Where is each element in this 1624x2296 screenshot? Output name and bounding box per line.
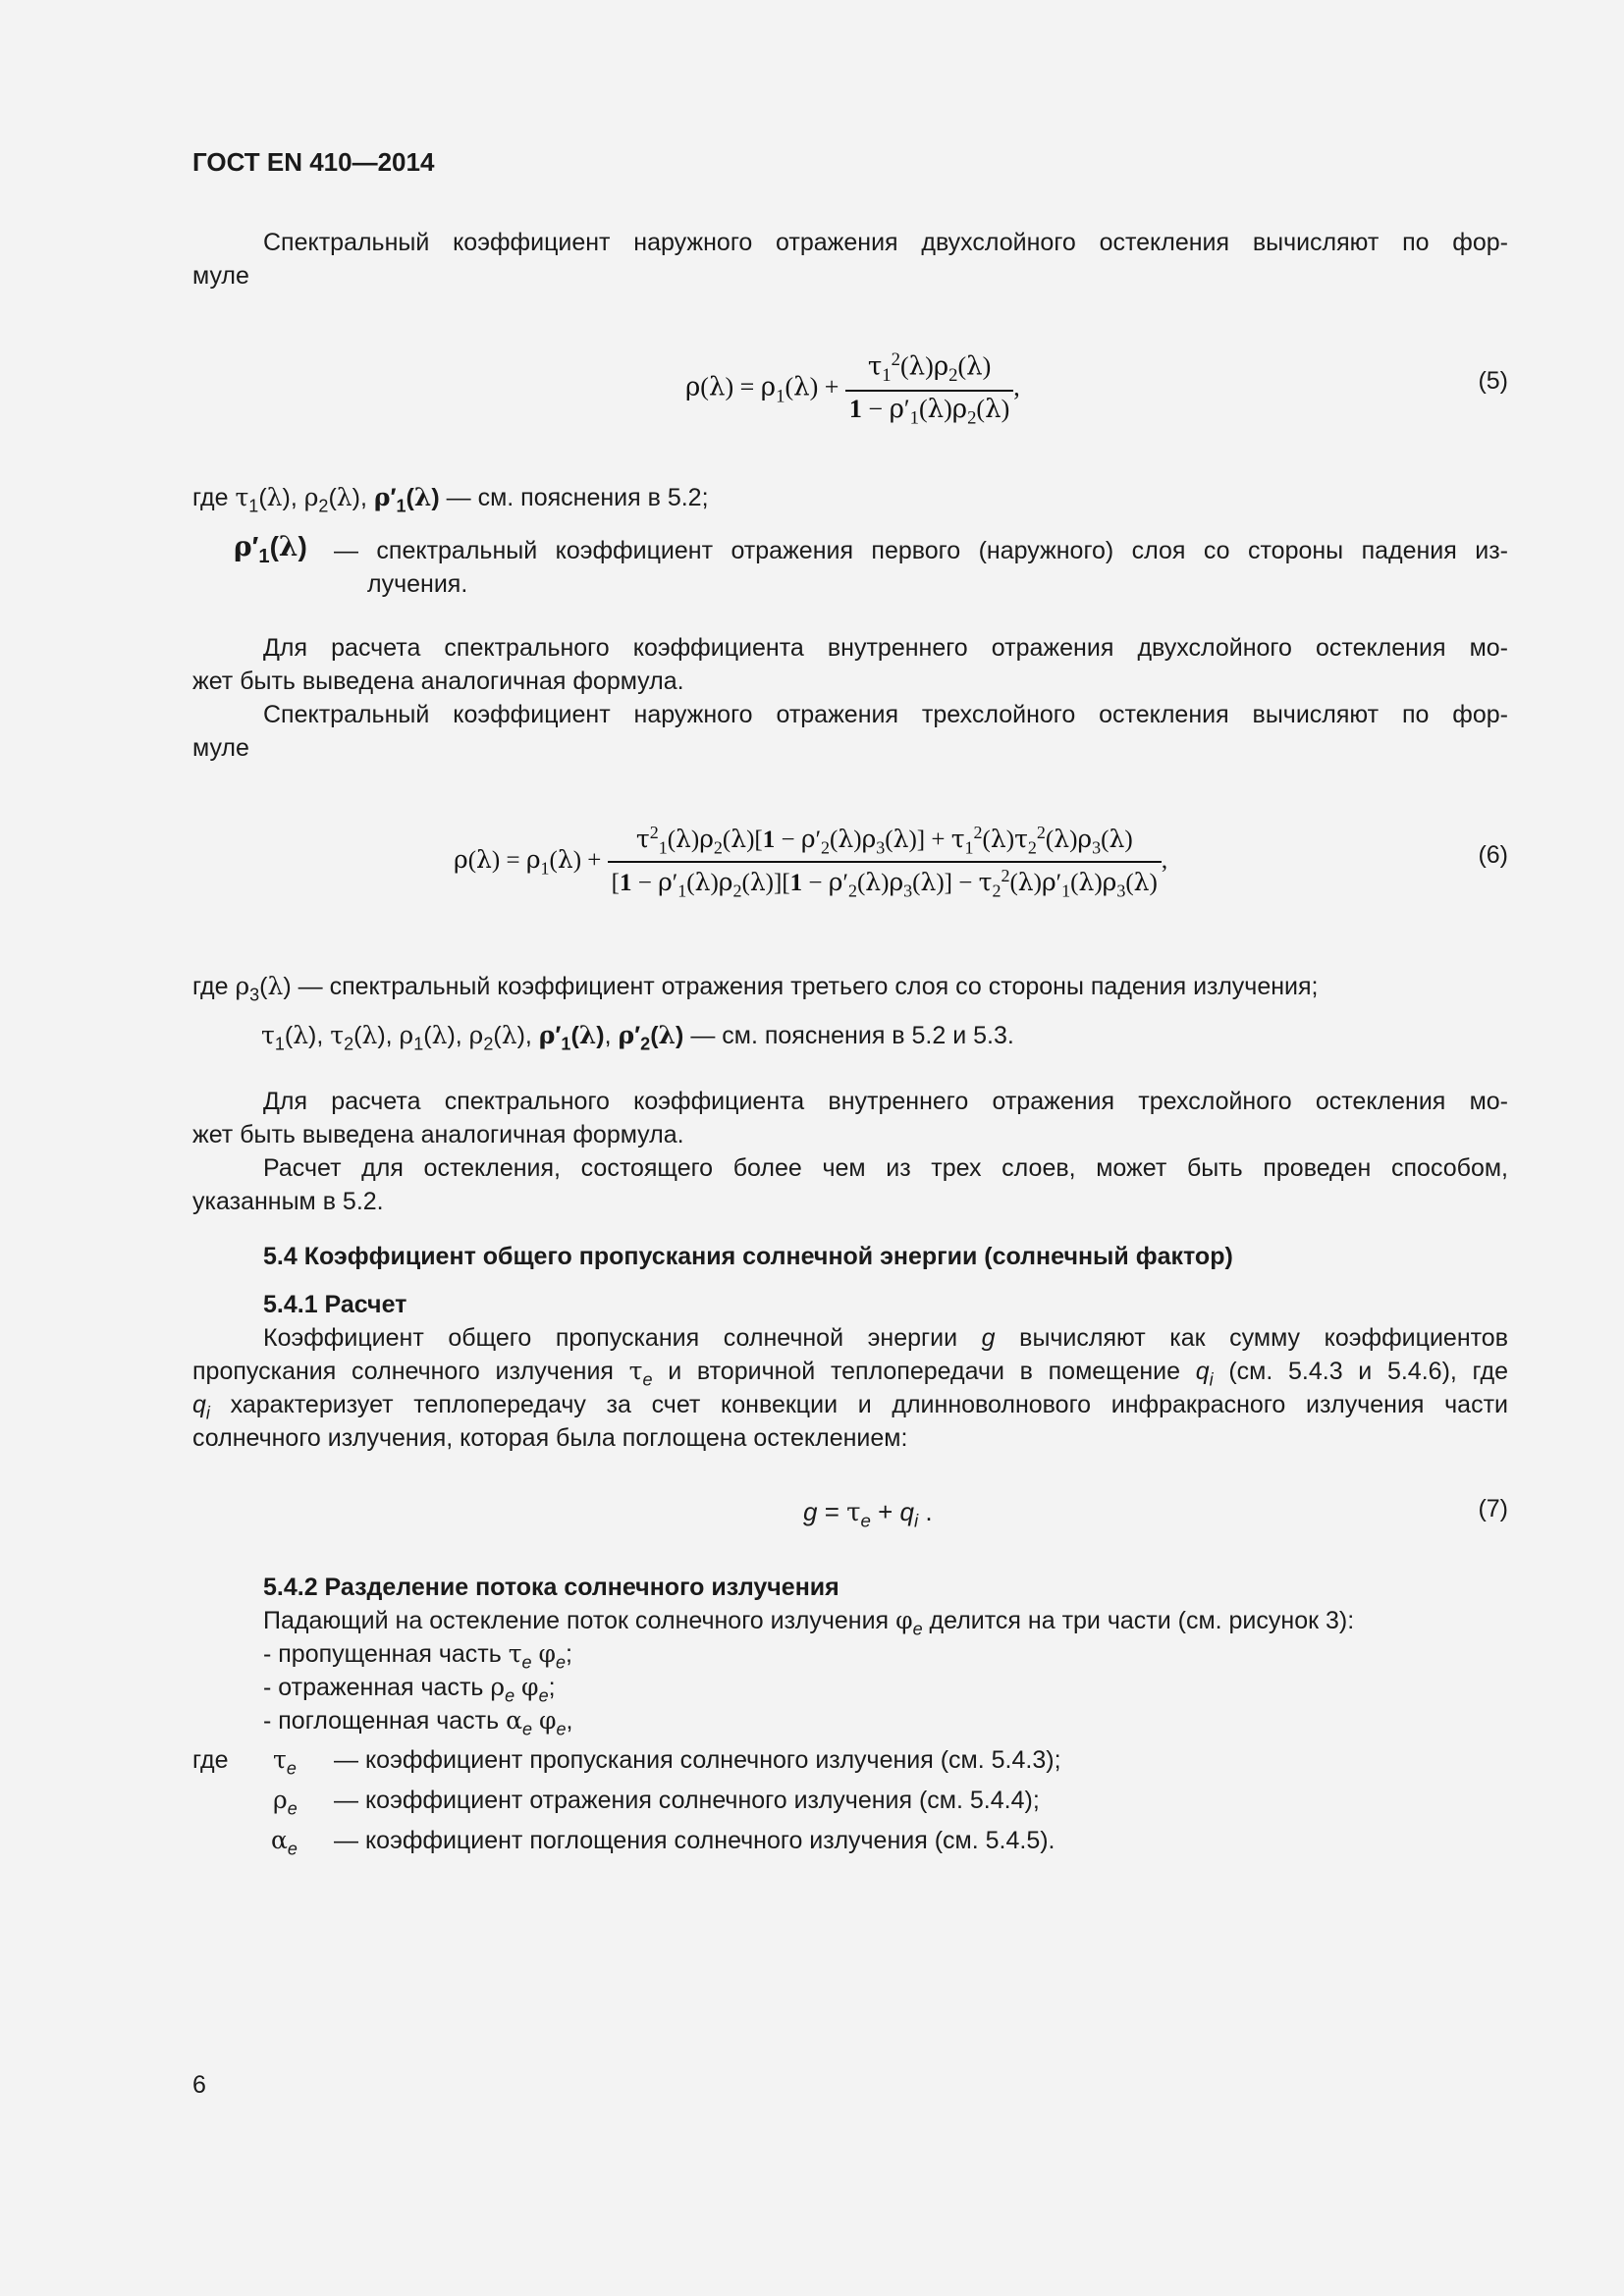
paragraph-line: Для расчета спектрального коэффициента внутреннего отражения трехслойного остекления мо- (263, 1088, 1508, 1115)
paragraph-line: муле (192, 734, 249, 762)
paragraph-line: Спектральный коэффициент наружного отражения двухслойного остекления вычисляют по фор- (263, 229, 1508, 256)
page-number: 6 (192, 2071, 206, 2099)
definition-line: лучения. (367, 570, 468, 598)
where-label: где (192, 1746, 229, 1774)
list-item: - пропущенная часть $\tau_e$ $\varphi_e$; (263, 1639, 572, 1673)
formula-7: $g = \tau_e + q_i$ . (803, 1497, 933, 1531)
paragraph-line: Спектральный коэффициент наружного отражения трехслойного остекления вычисляют по фор- (263, 701, 1508, 728)
paragraph-line: Падающий на остекление поток солнечного излучения $\varphi_e$ делится на три части (см. рисунок 3): (263, 1606, 1355, 1639)
paragraph-line: указанным в 5.2. (192, 1188, 384, 1215)
symbol-alpha-e: $\alpha_e$ (271, 1826, 298, 1859)
text-segment: Коэффициент общего пропускания солнечной энергии (263, 1324, 958, 1352)
text-segment: вычисляют как сумму коэффициентов (1019, 1324, 1508, 1352)
section-heading: 5.4 Коэффициент общего пропускания солнечной энергии (солнечный фактор) (263, 1243, 1233, 1270)
symbol-tau-e: $\tau_e$ (273, 1745, 297, 1779)
list-item: - отраженная часть $\rho_e$ $\varphi_e$; (263, 1673, 556, 1706)
paragraph-line: пропускания солнечного излучения $\tau_e$ и вторичной теплопередачи в помещение $q_i$ (см. 5.4.3 и 5.4.6), где (192, 1357, 1509, 1390)
list-item-text: - пропущенная часть (263, 1640, 502, 1668)
list-item: - поглощенная часть $\alpha_e$ $\varphi_e$, (263, 1706, 573, 1739)
definition-text: — спектральный коэффициент отражения третьего слоя со стороны падения излучения; (298, 973, 1319, 1000)
where-label: где (192, 973, 229, 1000)
definition-line: — спектральный коэффициент отражения первого (наружного) слоя со стороны падения из- (334, 537, 1508, 564)
equation-number: (7) (1478, 1495, 1508, 1522)
subsection-heading: 5.4.2 Разделение потока солнечного излучения (263, 1574, 839, 1601)
text-segment: (см. 5.4.3 и 5.4.6), где (1228, 1358, 1509, 1385)
paragraph-line: Коэффициент общего пропускания солнечной энергии g вычисляют как сумму коэффициентов (263, 1324, 1508, 1352)
formula-6: $\rho(\lambda) = \rho_1(\lambda)$ + $\frac{\tau^2_1(\lambda)\rho_2(\lambda)[1 - \rho'_2(\lambda)\rho_3(\lambda)] + \tau_1^2(\lambda)\tau_2^2(\lambda)\rho_3(\lambda)}{[1 - \rho'_1(\lambda)\rho_2(\lambda)][1 - \rho'_2(\lambda)\rho_3(\lambda)] - \tau_2^2(\lambda)\rho'_1(\lambda)\rho_3(\lambda)}$ , (454, 823, 1168, 901)
paragraph-line: солнечного излучения, которая была поглощена остеклением: (192, 1424, 908, 1452)
symbol-rho-e: $\rho_e$ (273, 1786, 298, 1819)
where-label: где (192, 484, 229, 511)
symbol-rho1-prime: $\rho'_1(\lambda)$ (234, 530, 307, 568)
where-tail: — см. пояснения в 5.2; (446, 484, 709, 511)
where-clause: $\tau_1(\lambda)$, $\tau_2(\lambda)$, $\rho_1(\lambda)$, $\rho_2(\lambda)$, $\rho'_1(\lambda)$, $\rho'_2(\lambda)$ — см. пояснения в 5.2 и 5.3. (261, 1021, 1014, 1054)
where-clause: где $\rho_3(\lambda)$ — спектральный коэффициент отражения третьего слоя со стороны падения излучения; (192, 972, 1319, 1005)
definition-line: — коэффициент пропускания солнечного излучения (см. 5.4.3); (334, 1746, 1061, 1774)
text-segment: Падающий на остекление поток солнечного излучения (263, 1607, 890, 1634)
definition-line: — коэффициент отражения солнечного излучения (см. 5.4.4); (334, 1787, 1040, 1814)
text-segment: характеризует теплопередачу за счет конвекции и длинноволнового инфракрасного излучения части (230, 1391, 1508, 1418)
document-header: ГОСТ EN 410—2014 (192, 147, 435, 177)
subsection-heading: 5.4.1 Расчет (263, 1291, 407, 1318)
equation-number: (6) (1478, 841, 1508, 869)
text-segment: делится на три части (см. рисунок 3): (929, 1607, 1355, 1634)
formula-5: $\rho(\lambda) = \rho_1(\lambda)$ + $\frac{\tau_1^2(\lambda)\rho_2(\lambda)}{1 - \rho'_1(\lambda)\rho_2(\lambda)}$ , (685, 349, 1020, 429)
paragraph-line: муле (192, 262, 249, 290)
text-segment: пропускания солнечного излучения (192, 1358, 614, 1385)
paragraph-line: жет быть выведена аналогичная формула. (192, 1121, 684, 1148)
paragraph-line: Для расчета спектрального коэффициента внутреннего отражения двухслойного остекления мо- (263, 634, 1508, 662)
list-item-text: - отраженная часть (263, 1674, 484, 1701)
list-item-text: - поглощенная часть (263, 1707, 500, 1735)
definition-line: — коэффициент поглощения солнечного излучения (см. 5.4.5). (334, 1827, 1056, 1854)
text-segment: и вторичной теплопередачи в помещение (668, 1358, 1181, 1385)
paragraph-line: $q_i$ характеризует теплопередачу за счет конвекции и длинноволнового инфракрасного излучения части (192, 1391, 1508, 1423)
where-tail: — см. пояснения в 5.2 и 5.3. (690, 1022, 1014, 1049)
where-clause: где $\tau_1(\lambda)$, $\rho_2(\lambda)$, $\rho'_1(\lambda)$ — см. пояснения в 5.2; (192, 483, 709, 516)
paragraph-line: жет быть выведена аналогичная формула. (192, 667, 684, 695)
equation-number: (5) (1478, 367, 1508, 395)
paragraph-line: Расчет для остекления, состоящего более чем из трех слоев, может быть проведен способом, (263, 1154, 1508, 1182)
